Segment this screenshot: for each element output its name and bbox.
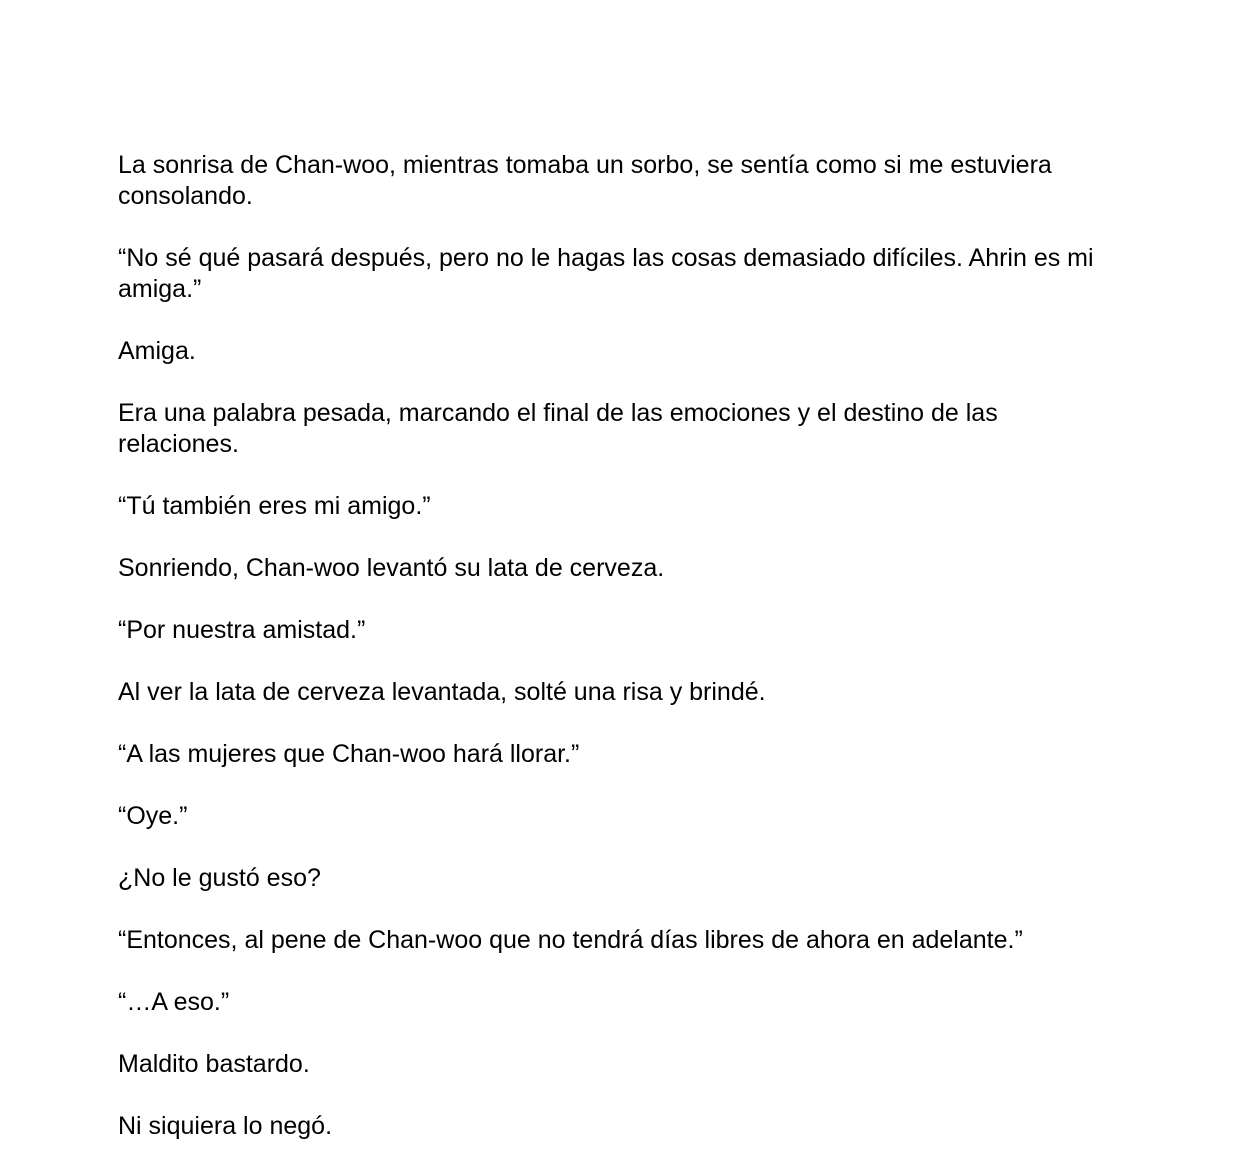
paragraph: Sonriendo, Chan-woo levantó su lata de cerveza. bbox=[118, 554, 665, 582]
paragraph: Al ver la lata de cerveza levantada, solté una risa y brindé. bbox=[118, 678, 766, 706]
paragraph: ¿No le gustó eso? bbox=[118, 864, 321, 892]
paragraph: “Entonces, al pene de Chan-woo que no tendrá días libres de ahora en adelante.” bbox=[118, 926, 1023, 954]
paragraph: “Oye.” bbox=[118, 802, 188, 830]
paragraph: Era una palabra pesada, marcando el final de las emociones y el destino de las relaciones. bbox=[118, 399, 998, 458]
paragraph: La sonrisa de Chan-woo, mientras tomaba un sorbo, se sentía como si me estuviera consolando. bbox=[118, 151, 1052, 210]
paragraph: “…A eso.” bbox=[118, 988, 230, 1016]
document-body bbox=[118, 150, 1118, 1173]
paragraph: “Tú también eres mi amigo.” bbox=[118, 492, 431, 520]
paragraph: Ni siquiera lo negó. bbox=[118, 1112, 333, 1140]
paragraph: Amiga. bbox=[118, 337, 196, 365]
paragraph: “A las mujeres que Chan-woo hará llorar.” bbox=[118, 740, 580, 768]
paragraph: “Por nuestra amistad.” bbox=[118, 616, 366, 644]
paragraph: “No sé qué pasará después, pero no le hagas las cosas demasiado difíciles. Ahrin es mi amiga.” bbox=[118, 244, 1094, 303]
paragraph: Maldito bastardo. bbox=[118, 1050, 310, 1078]
